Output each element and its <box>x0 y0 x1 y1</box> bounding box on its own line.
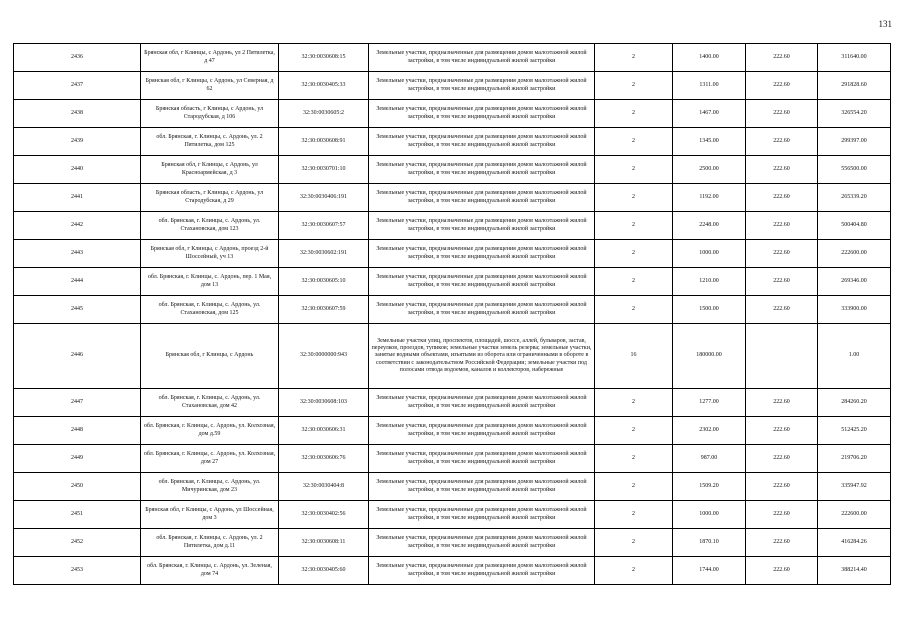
area-cell: 1000.00 <box>673 501 746 529</box>
row-number-cell: 2440 <box>14 156 141 184</box>
cadastral-value-cell: 222600.00 <box>818 240 891 268</box>
specific-value-cell: 222.60 <box>746 529 818 557</box>
specific-value-cell: 222.60 <box>746 389 818 417</box>
group-cell: 2 <box>595 184 673 212</box>
specific-value-cell: 222.60 <box>746 44 818 72</box>
specific-value-cell: 222.60 <box>746 445 818 473</box>
address-cell: Брянская обл, г Клинцы, с Ардонь, ул Северная, д 62 <box>141 72 279 100</box>
area-cell: 1509.20 <box>673 473 746 501</box>
specific-value-cell: 222.60 <box>746 501 818 529</box>
table-row <box>14 72 891 100</box>
land-use-cell: Земельные участки улиц, проспектов, площадей, шоссе, аллей, бульваров, застав, переулков, проездов, тупиков; земельные участки земель резерва; земельные участки, занятые водными объектами, изъятыми из оборота или ограниченными в обороте в соответствии с законодательством Российской Федерации; земельные участки под полосами отвода водоемов, каналов и коллекторов, набережные <box>369 324 595 389</box>
land-use-cell: Земельные участки, предназначенные для размещения домов малоэтажной жилой застройки, в том числе индивидуальной жилой застройки <box>369 268 595 296</box>
land-use-cell: Земельные участки, предназначенные для размещения домов малоэтажной жилой застройки, в том числе индивидуальной жилой застройки <box>369 212 595 240</box>
specific-value-cell: 222.60 <box>746 72 818 100</box>
table-row <box>14 389 891 417</box>
row-number-cell: 2453 <box>14 557 141 585</box>
area-cell: 1870.10 <box>673 529 746 557</box>
table-row <box>14 501 891 529</box>
address-cell: обл. Брянская, г. Клинцы, с. Ардонь, ул. Мичуринская, дом 23 <box>141 473 279 501</box>
group-cell: 16 <box>595 324 673 389</box>
area-cell: 1311.00 <box>673 72 746 100</box>
area-cell: 2500.00 <box>673 156 746 184</box>
address-cell: Брянская область, г Клинцы, с Ардонь, ул Стародубская, д 106 <box>141 100 279 128</box>
row-number-cell: 2436 <box>14 44 141 72</box>
address-cell: обл. Брянская, г. Клинцы, с. Ардонь, ул. Стахановская, дом 123 <box>141 212 279 240</box>
specific-value-cell: 222.60 <box>746 240 818 268</box>
group-cell: 2 <box>595 473 673 501</box>
cadastral-number-cell: 32:30:0030608:103 <box>279 389 369 417</box>
cadastral-number-cell: 32:30:0030404:8 <box>279 473 369 501</box>
specific-value-cell: 222.60 <box>746 296 818 324</box>
land-use-cell: Земельные участки, предназначенные для размещения домов малоэтажной жилой застройки, в том числе индивидуальной жилой застройки <box>369 445 595 473</box>
table-body <box>14 44 891 585</box>
table-row <box>14 557 891 585</box>
land-use-cell: Земельные участки, предназначенные для размещения домов малоэтажной жилой застройки, в том числе индивидуальной жилой застройки <box>369 557 595 585</box>
group-cell: 2 <box>595 240 673 268</box>
address-cell: обл. Брянская, г. Клинцы, с. Ардонь, пер. 1 Мая, дом 13 <box>141 268 279 296</box>
cadastral-number-cell: 32:30:0030701:10 <box>279 156 369 184</box>
specific-value-cell: 222.60 <box>746 268 818 296</box>
row-number-cell: 2449 <box>14 445 141 473</box>
land-use-cell: Земельные участки, предназначенные для размещения домов малоэтажной жилой застройки, в том числе индивидуальной жилой застройки <box>369 156 595 184</box>
specific-value-cell: 222.60 <box>746 473 818 501</box>
cadastral-number-cell: 32:30:0030406:191 <box>279 184 369 212</box>
row-number-cell: 2448 <box>14 417 141 445</box>
cadastral-value-cell: 265339.20 <box>818 184 891 212</box>
group-cell: 2 <box>595 72 673 100</box>
cadastral-value-table <box>13 43 891 585</box>
cadastral-number-cell: 32:30:0030605:10 <box>279 268 369 296</box>
cadastral-number-cell: 32:30:0030402:56 <box>279 501 369 529</box>
address-cell: Брянская обл, г Клинцы, с Ардонь, ул Красноармейская, д 3 <box>141 156 279 184</box>
row-number-cell: 2447 <box>14 389 141 417</box>
address-cell: Брянская область, г Клинцы, с Ардонь, ул Стародубская, д 29 <box>141 184 279 212</box>
area-cell: 1000.00 <box>673 240 746 268</box>
table-row <box>14 296 891 324</box>
row-number-cell: 2439 <box>14 128 141 156</box>
area-cell: 987.00 <box>673 445 746 473</box>
group-cell: 2 <box>595 389 673 417</box>
address-cell: обл. Брянская, г. Клинцы, с. Ардонь, ул. 2 Пятилетка, дом 125 <box>141 128 279 156</box>
cadastral-value-cell: 335947.92 <box>818 473 891 501</box>
address-cell: обл. Брянская, г. Клинцы, с. Ардонь, ул. Зеленая, дом 74 <box>141 557 279 585</box>
area-cell: 1500.00 <box>673 296 746 324</box>
specific-value-cell: 222.60 <box>746 156 818 184</box>
row-number-cell: 2444 <box>14 268 141 296</box>
group-cell: 2 <box>595 417 673 445</box>
cadastral-value-cell: 269346.00 <box>818 268 891 296</box>
cadastral-value-cell: 416284.26 <box>818 529 891 557</box>
cadastral-value-cell: 222600.00 <box>818 501 891 529</box>
land-use-cell: Земельные участки, предназначенные для размещения домов малоэтажной жилой застройки, в том числе индивидуальной жилой застройки <box>369 240 595 268</box>
specific-value-cell: 222.60 <box>746 184 818 212</box>
cadastral-number-cell: 32:30:0030405:33 <box>279 72 369 100</box>
land-use-cell: Земельные участки, предназначенные для размещения домов малоэтажной жилой застройки, в том числе индивидуальной жилой застройки <box>369 296 595 324</box>
land-use-cell: Земельные участки, предназначенные для размещения домов малоэтажной жилой застройки, в том числе индивидуальной жилой застройки <box>369 417 595 445</box>
group-cell: 2 <box>595 156 673 184</box>
address-cell: обл. Брянская, г. Клинцы, с. Ардонь, ул. Стахановская, дом 42 <box>141 389 279 417</box>
area-cell: 1467.00 <box>673 100 746 128</box>
table-row <box>14 473 891 501</box>
area-cell: 180000.00 <box>673 324 746 389</box>
address-cell: Брянская обл, г Клинцы, с Ардонь, ул Шоссейная, дом 3 <box>141 501 279 529</box>
row-number-cell: 2446 <box>14 324 141 389</box>
cadastral-number-cell: 32:30:0030606:76 <box>279 445 369 473</box>
table-row <box>14 44 891 72</box>
cadastral-number-cell: 32:30:0000000:943 <box>279 324 369 389</box>
land-use-cell: Земельные участки, предназначенные для размещения домов малоэтажной жилой застройки, в том числе индивидуальной жилой застройки <box>369 473 595 501</box>
area-cell: 1210.00 <box>673 268 746 296</box>
land-use-cell: Земельные участки, предназначенные для размещения домов малоэтажной жилой застройки, в том числе индивидуальной жилой застройки <box>369 389 595 417</box>
land-use-cell: Земельные участки, предназначенные для размещения домов малоэтажной жилой застройки, в том числе индивидуальной жилой застройки <box>369 44 595 72</box>
group-cell: 2 <box>595 212 673 240</box>
group-cell: 2 <box>595 100 673 128</box>
address-cell: обл. Брянская, г. Клинцы, с. Ардонь, ул. 2 Пятилетка, дом д.11 <box>141 529 279 557</box>
cadastral-number-cell: 32:30:0030602:191 <box>279 240 369 268</box>
land-use-cell: Земельные участки, предназначенные для размещения домов малоэтажной жилой застройки, в том числе индивидуальной жилой застройки <box>369 501 595 529</box>
table-row <box>14 100 891 128</box>
area-cell: 1744.00 <box>673 557 746 585</box>
specific-value-cell: 222.60 <box>746 100 818 128</box>
row-number-cell: 2451 <box>14 501 141 529</box>
row-number-cell: 2443 <box>14 240 141 268</box>
table-row <box>14 417 891 445</box>
land-use-cell: Земельные участки, предназначенные для размещения домов малоэтажной жилой застройки, в том числе индивидуальной жилой застройки <box>369 184 595 212</box>
area-cell: 1400.00 <box>673 44 746 72</box>
area-cell: 2302.00 <box>673 417 746 445</box>
cadastral-value-cell: 556500.00 <box>818 156 891 184</box>
specific-value-cell: 222.60 <box>746 417 818 445</box>
group-cell: 2 <box>595 445 673 473</box>
cadastral-number-cell: 32:30:0030608:91 <box>279 128 369 156</box>
row-number-cell: 2438 <box>14 100 141 128</box>
cadastral-value-cell: 291828.60 <box>818 72 891 100</box>
area-cell: 1345.00 <box>673 128 746 156</box>
specific-value-cell: 222.60 <box>746 128 818 156</box>
row-number-cell: 2450 <box>14 473 141 501</box>
address-cell: обл. Брянская, г. Клинцы, с. Ардонь, ул. Стахановская, дом 125 <box>141 296 279 324</box>
land-use-cell: Земельные участки, предназначенные для размещения домов малоэтажной жилой застройки, в том числе индивидуальной жилой застройки <box>369 72 595 100</box>
cadastral-number-cell: 32:30:0030606:31 <box>279 417 369 445</box>
cadastral-value-cell: 1.00 <box>818 324 891 389</box>
cadastral-value-cell: 311640.00 <box>818 44 891 72</box>
table-row <box>14 156 891 184</box>
cadastral-value-cell: 512425.20 <box>818 417 891 445</box>
row-number-cell: 2437 <box>14 72 141 100</box>
cadastral-value-cell: 388214.40 <box>818 557 891 585</box>
table-row <box>14 240 891 268</box>
address-cell: обл. Брянская, г. Клинцы, с. Ардонь, ул. Колхозная, дом д.59 <box>141 417 279 445</box>
row-number-cell: 2442 <box>14 212 141 240</box>
group-cell: 2 <box>595 529 673 557</box>
group-cell: 2 <box>595 268 673 296</box>
land-use-cell: Земельные участки, предназначенные для размещения домов малоэтажной жилой застройки, в том числе индивидуальной жилой застройки <box>369 100 595 128</box>
cadastral-number-cell: 32:30:0030405:60 <box>279 557 369 585</box>
table-row <box>14 128 891 156</box>
table-row <box>14 529 891 557</box>
area-cell: 2248.00 <box>673 212 746 240</box>
area-cell: 1192.00 <box>673 184 746 212</box>
specific-value-cell <box>746 324 818 389</box>
table-row <box>14 212 891 240</box>
group-cell: 2 <box>595 44 673 72</box>
page-number: 131 <box>878 19 892 29</box>
land-use-cell: Земельные участки, предназначенные для размещения домов малоэтажной жилой застройки, в том числе индивидуальной жилой застройки <box>369 128 595 156</box>
cadastral-number-cell: 32:30:0030608:15 <box>279 44 369 72</box>
cadastral-value-cell: 333900.00 <box>818 296 891 324</box>
row-number-cell: 2441 <box>14 184 141 212</box>
specific-value-cell: 222.60 <box>746 212 818 240</box>
cadastral-value-cell: 299397.00 <box>818 128 891 156</box>
address-cell: Брянская обл, г Клинцы, с Ардонь, проезд 2-й Шоссейный, уч 13 <box>141 240 279 268</box>
row-number-cell: 2452 <box>14 529 141 557</box>
address-cell: Брянская обл, г Клинцы, с Ардонь <box>141 324 279 389</box>
table-row <box>14 184 891 212</box>
cadastral-number-cell: 32:30:0030605:2 <box>279 100 369 128</box>
cadastral-number-cell: 32:30:0030607:57 <box>279 212 369 240</box>
cadastral-value-cell: 219706.20 <box>818 445 891 473</box>
table-row <box>14 445 891 473</box>
group-cell: 2 <box>595 296 673 324</box>
table-row <box>14 268 891 296</box>
cadastral-number-cell: 32:30:0030608:11 <box>279 529 369 557</box>
cadastral-value-cell: 500404.80 <box>818 212 891 240</box>
group-cell: 2 <box>595 501 673 529</box>
table-row <box>14 324 891 389</box>
cadastral-number-cell: 32:30:0030607:59 <box>279 296 369 324</box>
cadastral-value-cell: 284260.20 <box>818 389 891 417</box>
land-use-cell: Земельные участки, предназначенные для размещения домов малоэтажной жилой застройки, в том числе индивидуальной жилой застройки <box>369 529 595 557</box>
group-cell: 2 <box>595 557 673 585</box>
cadastral-value-cell: 326554.20 <box>818 100 891 128</box>
row-number-cell: 2445 <box>14 296 141 324</box>
address-cell: обл. Брянская, г. Клинцы, с. Ардонь, ул. Колхозная, дом 27 <box>141 445 279 473</box>
area-cell: 1277.00 <box>673 389 746 417</box>
address-cell: Брянская обл, г Клинцы, с Ардонь, ул 2 Пятилетка, д 47 <box>141 44 279 72</box>
specific-value-cell: 222.60 <box>746 557 818 585</box>
group-cell: 2 <box>595 128 673 156</box>
